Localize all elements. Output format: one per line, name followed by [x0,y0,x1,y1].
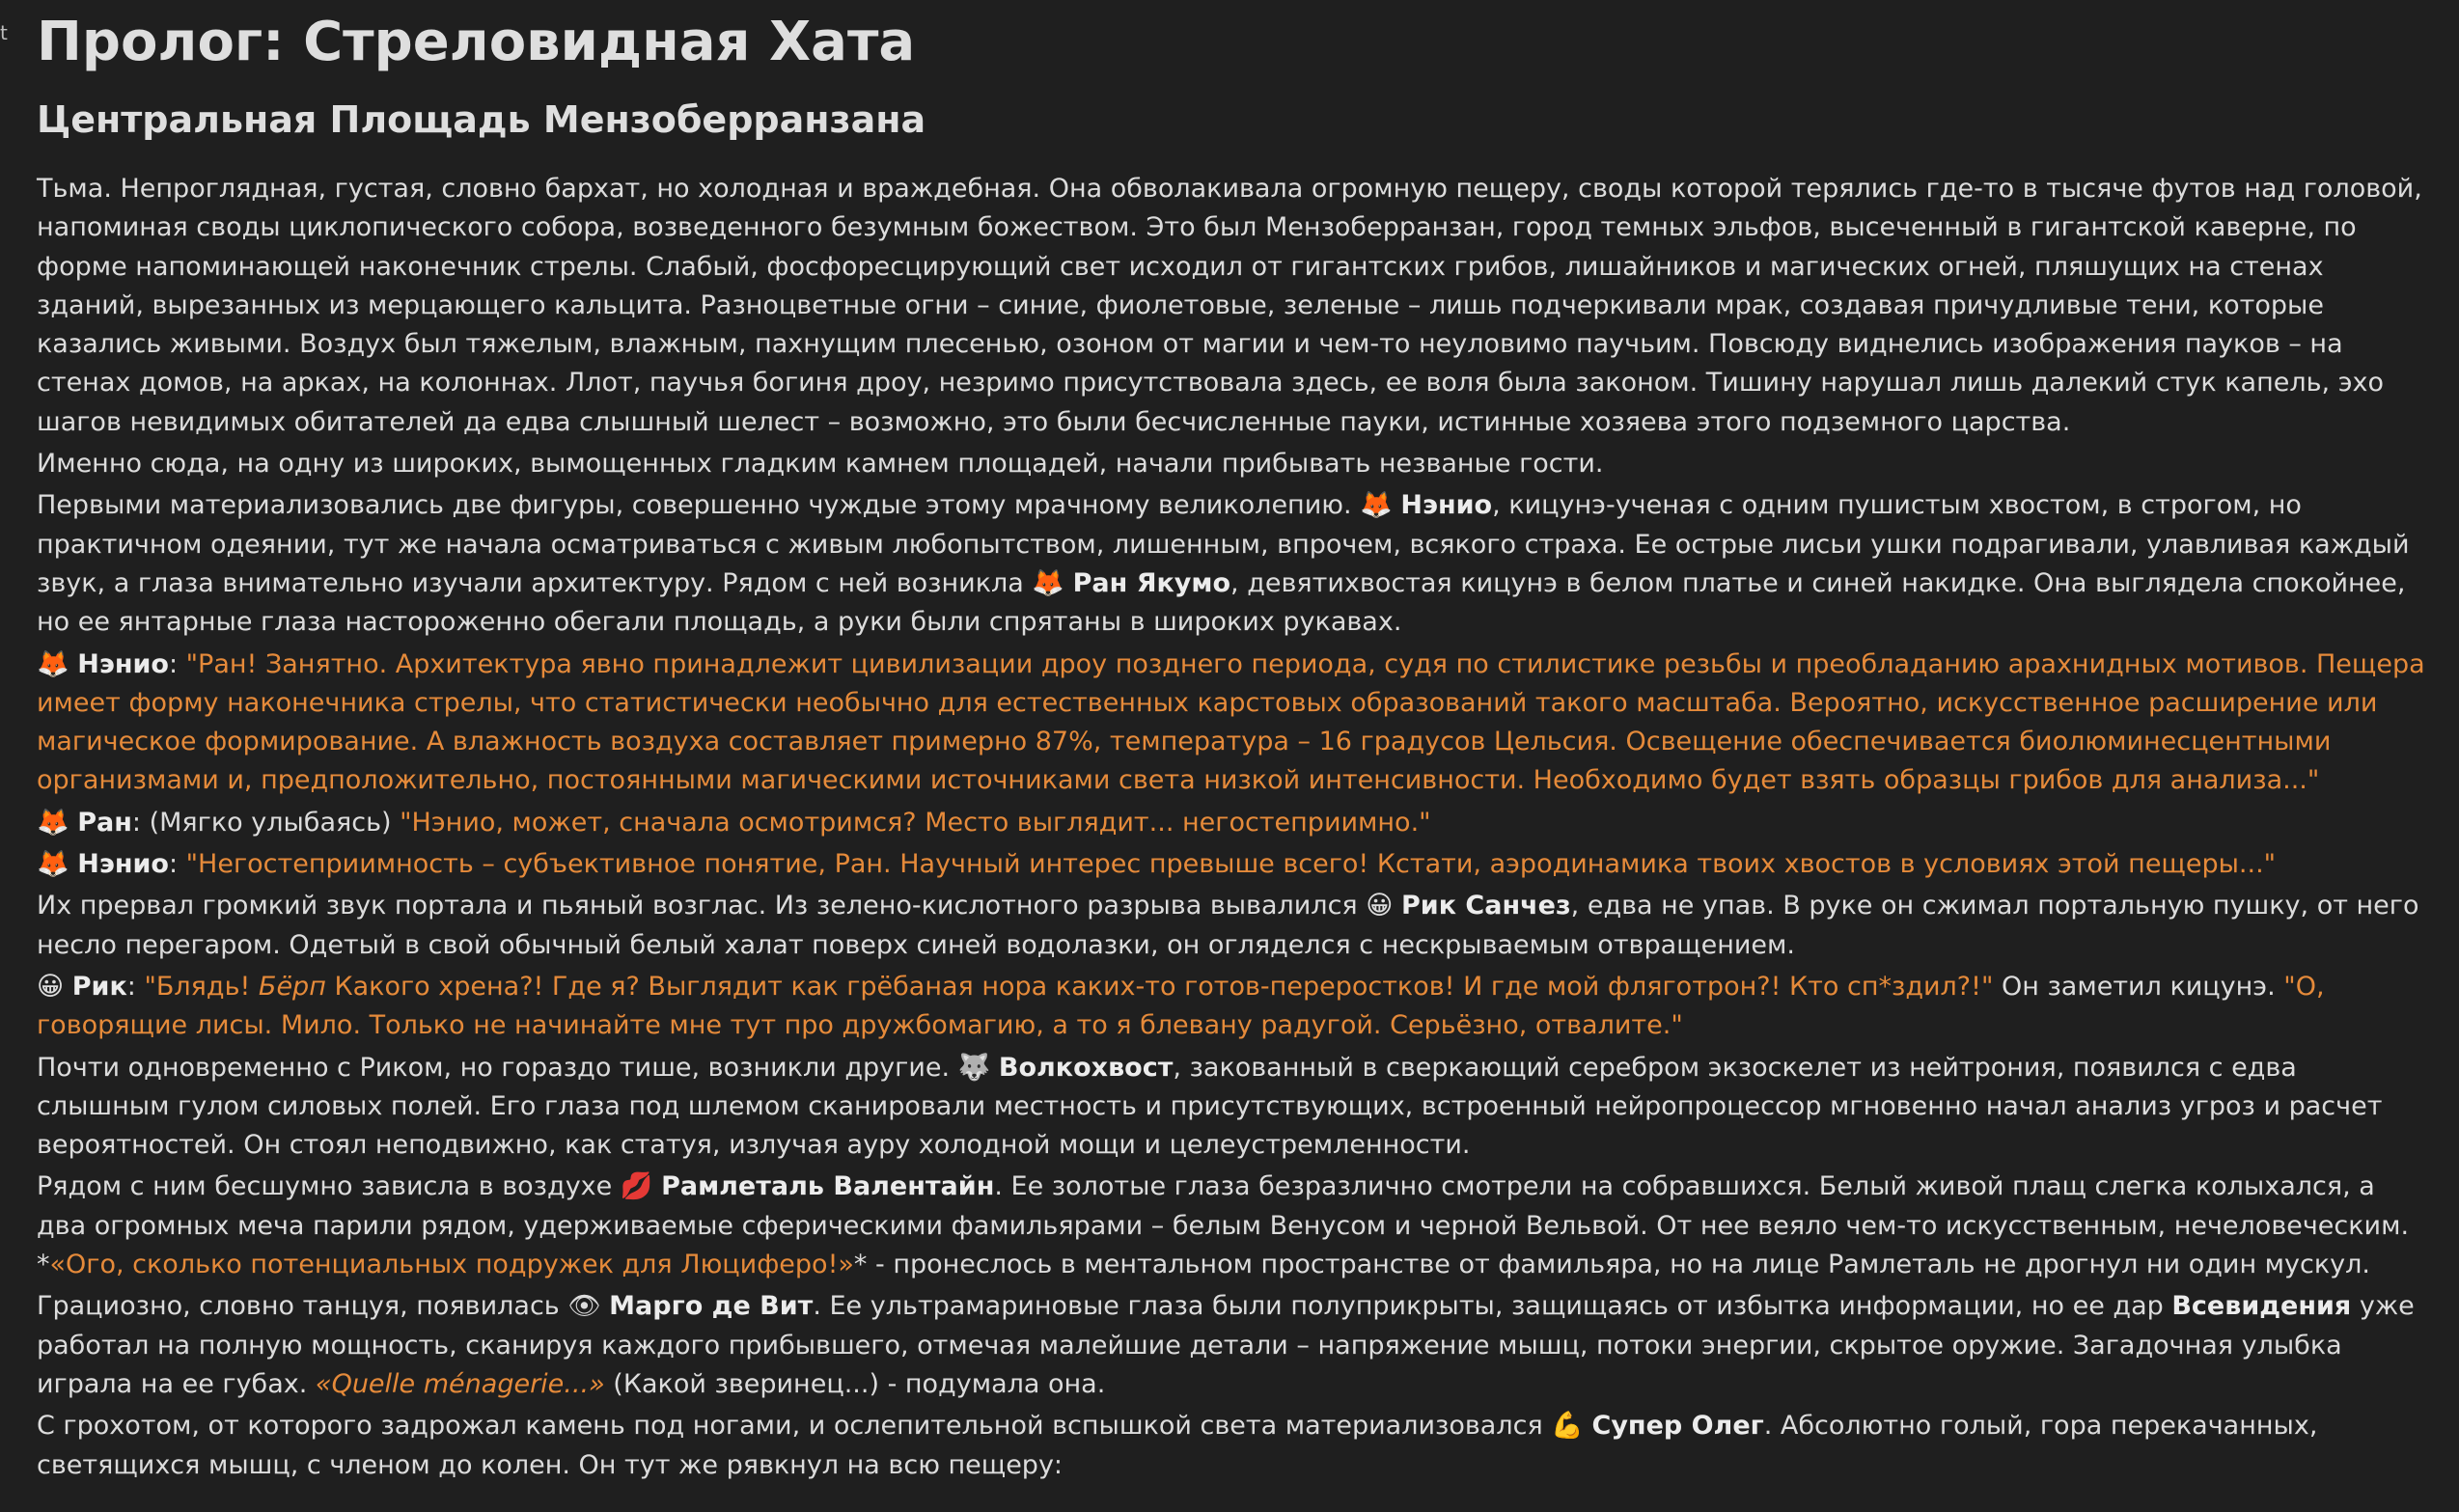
speech-text: "Блядь! Бёрп Какого хрена?! Где я? Выглядит как грёбаная нора каких-то готов-переростков! И где мой фляготрон?! Кто сп*здил?!" [144,971,1994,1002]
speech-text: "Нэнио, может, сначала осмотримся? Место выглядит... негостеприимно." [400,807,1431,838]
character-name-margo: Марго де Вит [609,1291,814,1322]
fox-icon: 🦊 [37,849,69,880]
speech-text: "Негостеприимность – субъективное понятие, Ран. Научный интерес превыше всего! Кстати, аэродинамика твоих хвостов в условиях этой пещеры..." [185,849,2277,880]
character-name-oleg: Супер Олег [1591,1411,1764,1442]
paragraph-margo-arrival: Грациозно, словно танцуя, появилась 👁 Марго де Вит. Ее ультрамариновые глаза были полуприкрыты, защищаясь от избытка информации, но ее дар Всевидения уже работал на полную мощность, сканируя каждого прибывшего, отмечая малейшие детали – напряжение мышц, потоки энергии, скрытое оружие. Загадочная улыбка играла на ее губах. «Quelle ménagerie...» (Какой зверинец...) - подумала она. [37,1291,2415,1399]
dialogue-rick-1: 😀 Рик: "Блядь! Бёрп Какого хрена?! Где я? Выглядит как грёбаная нора каких-то готов-переростков! И где мой фляготрон?! Кто сп*здил?!" Он заметил кицунэ. "О, говорящие лисы. Мило. Только не начинайте мне тут про дружбомагию, а то я блевану радугой. Серьёзно, отвалите." [37,971,2325,1041]
dialogue-nenio-1: 🦊 Нэнио: "Ран! Занятно. Архитектура явно принадлежит цивилизации дроу позднего периода, судя по стилистике резьбы и преобладанию арахнидных мотивов. Пещера имеет форму наконечника стрелы, что статистически необычно для естественных карстовых образований такого масштаба. Вероятно, искусственное расширение или магическое формирование. А влажность воздуха составляет примерно 87%, температура – 16 градусов Цельсия. Освещение обеспечивается биолюминесцентными организмами и, предположительно, постоянными магическими источниками света низкой интенсивности. Необходимо будет взять образцы грибов для анализа..." [37,648,2425,796]
paragraph-oleg-arrival: С грохотом, от которого задрожал камень под ногами, и ослепительной вспышкой света материализовался 💪 Супер Олег. Абсолютно голый, гора перекачанных, светящихся мышц, с членом до колен. Он тут же рявкнул на всю пещеру: [37,1411,2318,1480]
dialogue-ran-1: 🦊 Ран: (Мягко улыбаясь) "Нэнио, может, сначала осмотримся? Место выглядит... негостеприимно." [37,807,1431,838]
eye-icon: 👁 [567,1291,601,1322]
fox-icon: 🦊 [1360,490,1393,521]
paragraph-rick-arrival: Их прервал громкий звук портала и пьяный возглас. Из зелено-кислотного разрыва вывалился 😀 Рик Санчез, едва не упав. В руке он сжимал портальную пушку, от него несло перегаром. Одетый в свой обычный белый халат поверх синей водолазки, он огляделся с нескрываемым отвращением. [37,891,2419,960]
speaker-name: Нэнио [77,648,169,679]
fox-icon: 🦊 [37,648,69,679]
character-name-ramlethal: Рамлеталь Валентайн [661,1171,995,1202]
character-name-nenio: Нэнио [1400,490,1493,521]
story-content [37,6,2430,1488]
rick-face-icon: 😀 [37,971,65,1002]
corner-mark: t [0,21,8,44]
speaker-name: Ран [77,807,132,838]
paragraph-arrival: Именно сюда, на одну из широких, вымощенных гладким камнем площадей, начали прибывать незваные гости. [37,449,1604,480]
dialogue-nenio-2: 🦊 Нэнио: "Негостеприимность – субъективное понятие, Ран. Научный интерес превыше всего! Кстати, аэродинамика твоих хвостов в условиях этой пещеры..." [37,849,2277,880]
speech-text: "Ран! Занятно. Архитектура явно принадлежит цивилизации дроу позднего периода, судя по стилистике резьбы и преобладанию арахнидных мотивов. Пещера имеет форму наконечника стрелы, что статистически необычно для естественных карстовых образований такого масштаба. Вероятно, искусственное расширение или магическое формирование. А влажность воздуха составляет примерно 87%, температура – 16 градусов Цельсия. Освещение обеспечивается биолюминесцентными организмами и, предположительно, постоянными магическими источниками света низкой интенсивности. Необходимо будет взять образцы грибов для анализа..." [37,648,2425,796]
paragraph-kitsune-arrival: Первыми материализовались две фигуры, совершенно чуждые этому мрачному великолепию. 🦊 Нэнио, кицунэ-ученая с одним пушистым хвостом, в строгом, но практичном одеянии, тут же начала осматриваться с живым любопытством, лишенным, впрочем, всякого страха. Ее острые лисьи ушки подрагивали, улавливая каждый звук, а глаза внимательно изучали архитектуру. Рядом с ней возникла 🦊 Ран Якумо, девятихвостая кицунэ в белом платье и синей накидке. Она выглядела спокойнее, но ее янтарные глаза настороженно обегали площадь, а руки были спрятаны в широких рукавах. [37,490,2410,638]
paragraph-ramlethal-arrival: Рядом с ним бесшумно зависла в воздухе 💋 Рамлеталь Валентайн. Ее золотые глаза безразлично смотрели на собравшихся. Белый живой плащ слегка колыхался, а два огромных меча парили рядом, удерживаемые сферическими фамильярами – белым Венусом и черной Вельвой. От нее веяло чем-то искусственным, нечеловеческим. *«Ого, сколько потенциальных подружек для Люциферо!»* - пронеслось в ментальном пространстве от фамильяра, но на лице Рамлеталь не дрогнул ни один мускул. [37,1171,2410,1280]
rick-face-icon: 😀 [1366,891,1394,921]
fox-icon: 🦊 [1032,567,1065,598]
thought-text: «Quelle ménagerie...» [315,1368,605,1399]
muscle-icon: 💪 [1551,1411,1584,1442]
stage-direction: (Мягко улыбаясь) [141,807,401,838]
wolf-icon: 🐺 [957,1052,991,1083]
page-title: Пролог: Стреловидная Хата [37,11,916,73]
burp-text: Бёрп [258,971,326,1002]
fox-icon: 🦊 [37,807,69,838]
character-name-volkohvost: Волкохвост [998,1052,1174,1083]
lips-icon: 💋 [620,1171,653,1202]
paragraph-volkohvost-arrival: Почти одновременно с Риком, но гораздо тише, возникли другие. 🐺 Волкохвост, закованный в сверкающий серебром экзоскелет из нейтрония, появился с едва слышным гулом силовых полей. Его глаза под шлемом сканировали местность и присутствующих, встроенный нейропроцессор мгновенно начал анализ угроз и расчет вероятностей. Он стоял неподвижно, как статуя, излучая ауру холодной мощи и целеустремленности. [37,1052,2383,1161]
paragraph-intro-darkness: Тьма. Непроглядная, густая, словно бархат, но холодная и враждебная. Она обволакивала огромную пещеру, своды которой терялись где-то в тысяче футов над головой, напоминая своды циклопического собора, возведенного безумным божеством. Это был Мензоберранзан, город темных эльфов, высеченный в гигантской каверне, по форме напоминающей наконечник стрелы. Слабый, фосфоресцирующий свет исходил от гигантских грибов, лишайников и магических огней, пляшущих на стенах зданий, вырезанных из мерцающего кальцита. Разноцветные огни – синие, фиолетовые, зеленые – лишь подчеркивали мрак, создавая причудливые тени, которые казались живыми. Воздух был тяжелым, влажным, пахнущим плесенью, озоном от магии и чем-то неуловимо паучьим. Повсюду виднелись изображения пауков – на стенах домов, на арках, на колоннах. Ллот, паучья богиня дроу, незримо присутствовала здесь, ее воля была законом. Тишину нарушал лишь далекий стук капель, эхо шагов невидимых обитателей да едва слышный шелест – возможно, это были бесчисленные пауки, истинные хозяева этого подземного царства. [37,174,2422,437]
speaker-name: Нэнио [77,849,169,880]
section-subtitle: Центральная Площадь Мензоберранзана [37,98,926,141]
thought-text: «Ого, сколько потенциальных подружек для Люциферо!» [49,1250,854,1280]
character-name-ran: Ран Якумо [1072,567,1231,598]
speech-text: "О, говорящие лисы. Мило. Только не начинайте мне тут про дружбомагию, а то я блевану радугой. Серьёзно, отвалите." [37,971,2325,1041]
speaker-name: Рик [71,971,127,1002]
ability-name: Всевидения [2171,1291,2352,1322]
character-name-rick: Рик Санчез [1401,891,1571,921]
